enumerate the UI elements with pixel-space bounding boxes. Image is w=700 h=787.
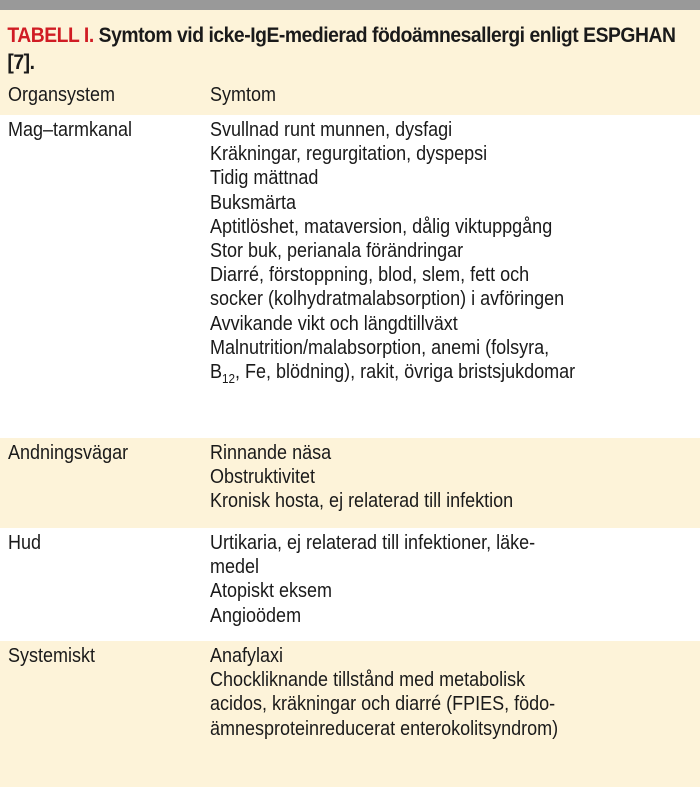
organ-cell: Andningsvägar — [8, 442, 129, 464]
symptom-line: Kronisk hosta, ej relaterad till infektion — [210, 490, 514, 513]
symptom-cell — [210, 441, 692, 528]
organ-cell: Systemiskt — [8, 645, 96, 667]
table-header — [0, 10, 700, 115]
symptom-cell — [210, 118, 692, 438]
symptom-line: Stor buk, perianala förändringar — [210, 240, 464, 263]
symptom-line: acidos, kräkningar och diarré (FPIES, födo- — [210, 693, 556, 716]
organ-cell: Hud — [8, 532, 42, 554]
table-row — [0, 641, 700, 787]
symptom-line: medel — [210, 556, 260, 579]
symptom-line: Obstruktivitet — [210, 466, 316, 489]
symptom-line: Anafylaxi — [210, 645, 284, 667]
symptom-line: ämnesproteinreducerat enterokolitsyndrom) — [210, 717, 559, 740]
symptom-line: Chockliknande tillstånd med metabolisk — [210, 669, 526, 692]
b12-rest: , Fe, blödning), rakit, övriga bristsjukdomar — [235, 361, 576, 384]
symptom-line: Urtikaria, ej relaterad till infektioner, läke- — [210, 532, 536, 554]
symptom-line: Svullnad runt munnen, dysfagi — [210, 119, 453, 141]
b12-subscript: 12 — [222, 371, 236, 387]
top-bar — [0, 0, 700, 10]
symptom-line: Malnutrition/malabsorption, anemi (folsyra, — [210, 336, 550, 359]
b12-prefix: B — [210, 361, 223, 384]
table-row — [0, 528, 700, 641]
symptom-line: Diarré, förstoppning, blod, slem, fett och — [210, 264, 530, 287]
table-label: TABELL I. — [7, 24, 94, 47]
symptom-cell — [210, 644, 692, 787]
table-row — [0, 115, 700, 438]
symptom-line: Atopiskt eksem — [210, 580, 333, 603]
column-header-organ: Organsystem — [8, 84, 116, 106]
table-row — [0, 438, 700, 528]
symptom-line: socker (kolhydratmalabsorption) i avföringen — [210, 288, 565, 311]
symptom-line: Kräkningar, regurgitation, dyspepsi — [210, 143, 488, 166]
table-title: Symtom vid icke-IgE-medierad födoämnesallergi enligt ESPGHAN [7]. — [7, 24, 676, 74]
organ-cell: Mag–tarmkanal — [8, 119, 133, 141]
column-headers — [0, 76, 700, 108]
symptom-line — [210, 360, 576, 387]
symptom-line: Rinnande näsa — [210, 442, 332, 464]
symptom-line: Aptitlöshet, mataversion, dålig viktuppgång — [210, 215, 553, 238]
symptom-cell — [210, 531, 692, 641]
symptom-line: Buksmärta — [210, 191, 297, 214]
symptom-line: Tidig mättnad — [210, 167, 319, 190]
symptom-line: Avvikande vikt och längdtillväxt — [210, 312, 458, 335]
table-caption — [0, 10, 700, 76]
column-header-symptom: Symtom — [210, 84, 277, 106]
symptom-line: Angioödem — [210, 604, 302, 627]
